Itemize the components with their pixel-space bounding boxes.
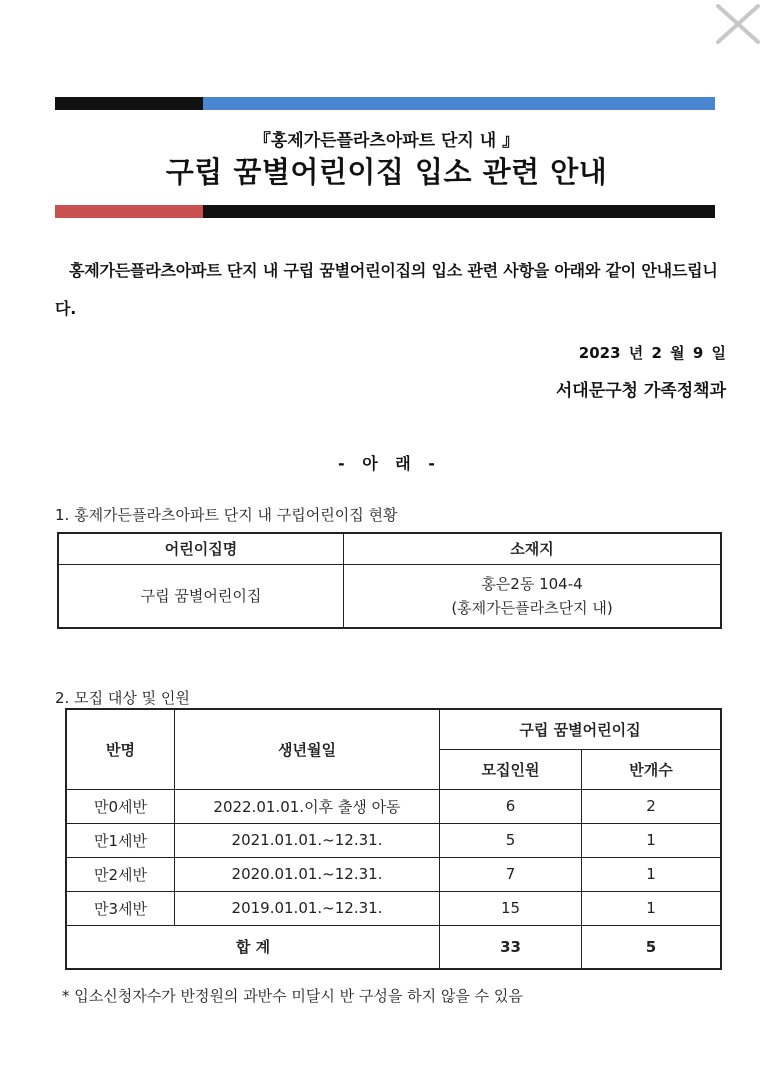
- total-classes: 5: [582, 925, 722, 969]
- section1-heading: 1. 홍제가든플라츠아파트 단지 내 구립어린이집 현황: [55, 506, 398, 524]
- table-row: [66, 789, 721, 823]
- total-recruit: 33: [440, 925, 582, 969]
- address-line2: (홍제가든플라츠단지 내): [451, 598, 613, 617]
- class-name: 만2세반: [66, 857, 175, 891]
- recruit-count: 6: [440, 789, 582, 823]
- daycare-status-table: [57, 532, 722, 629]
- table-row: [58, 564, 721, 628]
- class-count: 1: [582, 823, 722, 857]
- col-class-count: 반개수: [582, 749, 722, 789]
- document-subtitle: 『홍제가든플라츠아파트 단지 내 』: [253, 131, 520, 151]
- daycare-name: 구립 꿈별어린이집: [58, 564, 344, 628]
- class-name: 만3세반: [66, 891, 175, 925]
- total-row: [66, 925, 721, 969]
- birth-range: 2022.01.01.이후 출생 아동: [175, 789, 440, 823]
- close-button[interactable]: [712, 2, 764, 46]
- class-name: 만1세반: [66, 823, 175, 857]
- class-count: 1: [582, 857, 722, 891]
- class-name: 만0세반: [66, 789, 175, 823]
- bottom-bar-red: [55, 205, 203, 218]
- class-count: 1: [582, 891, 722, 925]
- col-location: 소재지: [344, 533, 722, 564]
- section2-heading: 2. 모집 대상 및 인원: [55, 689, 190, 707]
- document-title: 구립 꿈별어린이집 입소 관련 안내: [165, 155, 608, 189]
- bottom-bar-black: [203, 205, 715, 218]
- col-daycare-name: 어린이집명: [58, 533, 344, 564]
- recruit-count: 5: [440, 823, 582, 857]
- birth-range: 2019.01.01.~12.31.: [175, 891, 440, 925]
- class-count: 2: [582, 789, 722, 823]
- birth-range: 2020.01.01.~12.31.: [175, 857, 440, 891]
- table-row: [66, 823, 721, 857]
- issuing-department: 서대문구청 가족정책과: [555, 381, 726, 401]
- daycare-location: [344, 564, 722, 628]
- recruitment-table: [65, 708, 722, 970]
- close-icon[interactable]: [712, 2, 764, 46]
- top-bar-black: [55, 97, 203, 110]
- below-label: - 아 래 -: [338, 454, 435, 473]
- intro-paragraph: 홍제가든플라츠아파트 단지 내 구립 꿈별어린이집의 입소 관련 사항을 아래와 같이 안내드립니다.: [55, 261, 718, 318]
- recruit-count: 7: [440, 857, 582, 891]
- col-group-daycare: 구립 꿈별어린이집: [440, 709, 722, 749]
- recruit-count: 15: [440, 891, 582, 925]
- table-row: [66, 891, 721, 925]
- col-recruit-count: 모집인원: [440, 749, 582, 789]
- birth-range: 2021.01.01.~12.31.: [175, 823, 440, 857]
- document-date: 2023 년 2 월 9 일: [578, 344, 726, 362]
- address-line1: 홍은2동 104-4: [481, 574, 583, 593]
- footnote: * 입소신청자수가 반정원의 과반수 미달시 반 구성을 하지 않을 수 있음: [62, 987, 523, 1005]
- col-birthdate: 생년월일: [175, 709, 440, 789]
- top-bar-blue: [203, 97, 715, 110]
- total-label: 합 계: [66, 925, 440, 969]
- col-class: 반명: [66, 709, 175, 789]
- table-row: [66, 857, 721, 891]
